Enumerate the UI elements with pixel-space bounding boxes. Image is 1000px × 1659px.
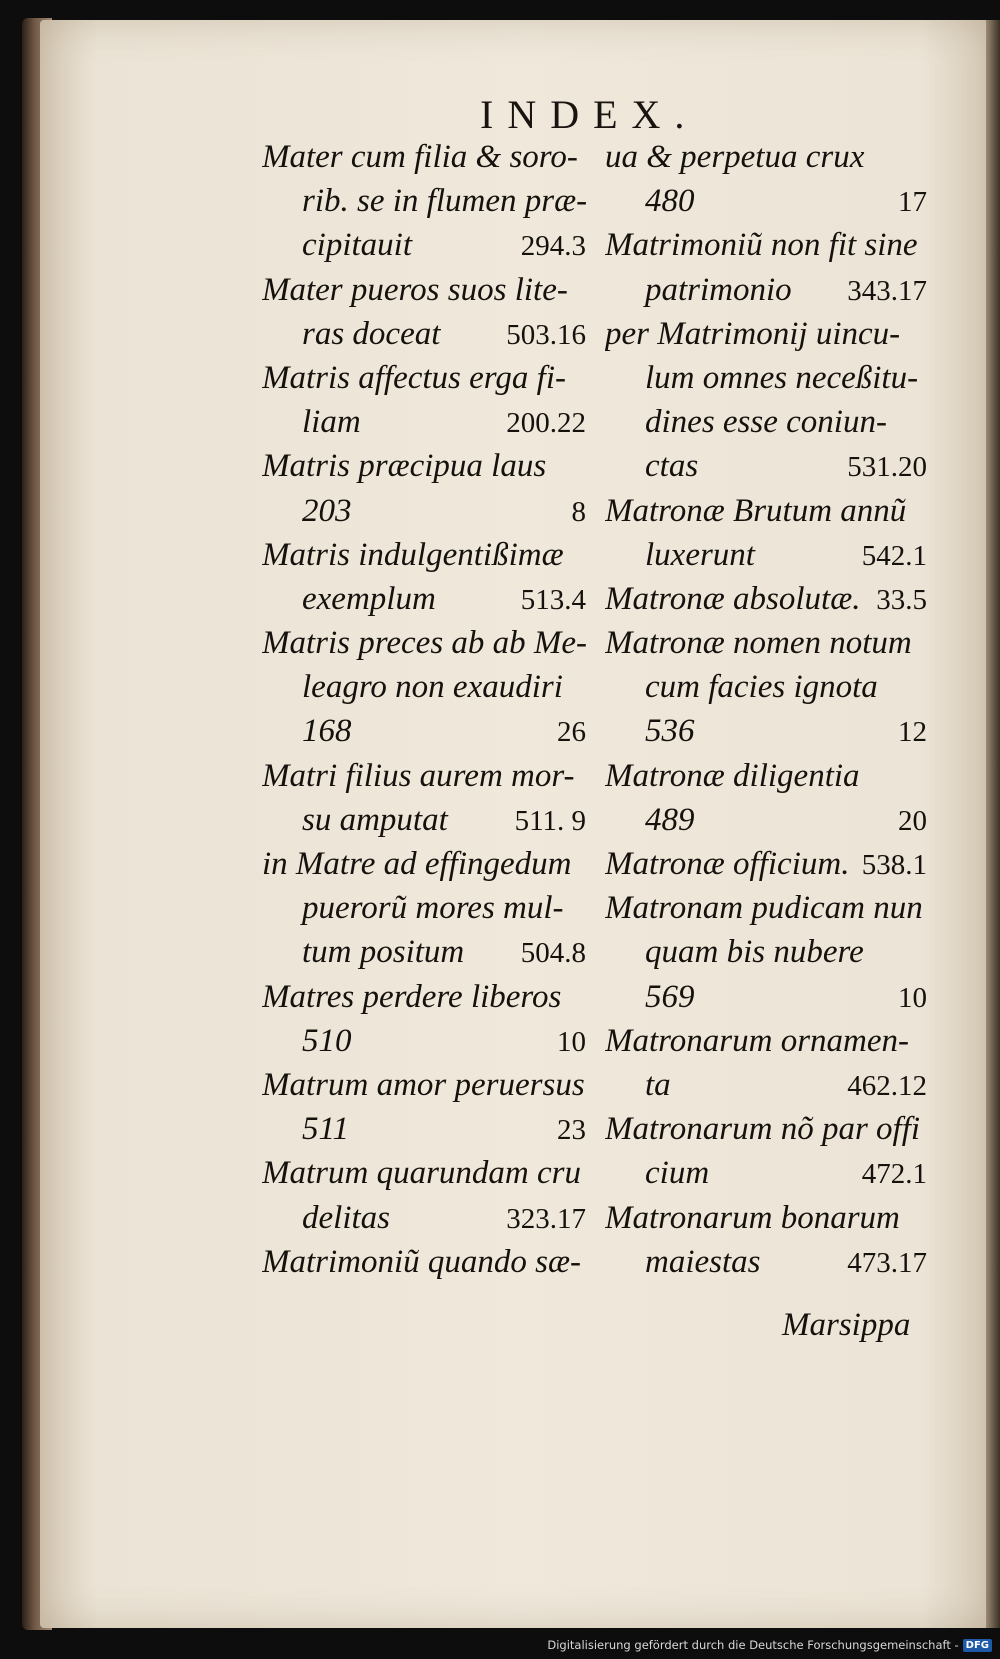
- entry-text: ctas: [645, 448, 699, 485]
- entry-text: Matrum quarundam cru: [262, 1155, 581, 1192]
- index-entry-line: [262, 798, 592, 842]
- entry-text: Matronæ absolutæ.: [605, 580, 861, 617]
- entry-text: rib. se in flumen præ-: [302, 183, 588, 220]
- digitization-footer: [547, 1633, 992, 1657]
- entry-text: Matrum amor peruersus: [262, 1066, 585, 1103]
- page-reference: 504.8: [520, 937, 586, 970]
- entry-text: cium: [645, 1155, 710, 1192]
- index-entry-line: [605, 842, 933, 886]
- entry-text: 203: [302, 492, 352, 529]
- index-entry-line: [262, 444, 592, 488]
- page-reference: 473.17: [847, 1246, 927, 1279]
- index-entry-line: [605, 223, 933, 267]
- page-reference: 33.5: [876, 583, 927, 616]
- entry-text: luxerunt: [645, 536, 755, 573]
- page-reference: 343.17: [847, 274, 927, 307]
- page-reference: 294.3: [520, 230, 586, 263]
- entry-text: Matronæ diligentia: [605, 757, 860, 794]
- index-entry: [605, 312, 933, 489]
- entry-text: Matres perdere liberos: [262, 978, 562, 1015]
- entry-text: ua & perpetua crux: [605, 139, 865, 175]
- index-entry-line: [605, 356, 933, 400]
- index-entry-line: [262, 356, 592, 400]
- entry-text: cipitauit: [302, 227, 412, 264]
- entry-text: 511: [302, 1111, 350, 1148]
- index-entry-line: [605, 312, 933, 356]
- index-entry-line: [605, 1240, 933, 1284]
- index-entry-line: [262, 1240, 592, 1284]
- page-reference: 26: [557, 716, 586, 749]
- entry-text: 510: [302, 1022, 352, 1059]
- index-entry: [605, 754, 933, 842]
- index-entry-line: [262, 577, 592, 621]
- entry-text: Matri filius aurem mor-: [262, 757, 575, 794]
- entry-text: Matris affectus erga fi-: [262, 359, 566, 396]
- entry-text: Matronæ nomen notum: [605, 625, 912, 662]
- index-entry: [262, 533, 592, 621]
- page-reference: 513.4: [520, 583, 586, 616]
- entry-text: Mater pueros suos lite-: [262, 271, 568, 308]
- index-entry-line: [262, 400, 592, 444]
- entry-text: delitas: [302, 1199, 390, 1236]
- index-entry-line: [262, 135, 592, 179]
- page-reference: 462.12: [847, 1069, 927, 1102]
- entry-text: su amputat: [302, 801, 448, 838]
- index-entry-line: [262, 1019, 592, 1063]
- index-entry-line: [262, 1151, 592, 1195]
- index-entry: [605, 577, 933, 621]
- index-entry-line: [262, 621, 592, 665]
- index-entry-line: [262, 1063, 592, 1107]
- page-reference: 511. 9: [514, 804, 586, 837]
- index-entry-line: [605, 886, 933, 930]
- entry-text: dines esse coniun-: [645, 404, 887, 441]
- entry-text: tum positum: [302, 934, 465, 971]
- entry-text: cum facies ignota: [645, 669, 878, 706]
- index-entry: [605, 135, 933, 223]
- index-entry-line: [605, 577, 933, 621]
- index-entry: [262, 268, 592, 356]
- index-entry: [262, 842, 592, 975]
- page-reference: 503.16: [506, 318, 586, 351]
- index-column-right: [605, 135, 933, 1284]
- index-entry-line: [605, 1107, 933, 1151]
- index-entry-line: [262, 709, 592, 753]
- index-entry: [605, 1107, 933, 1195]
- entry-text: quam bis nubere: [645, 934, 864, 971]
- index-column-left: [262, 135, 592, 1284]
- dfg-logo: DFG: [963, 1639, 992, 1652]
- entry-text: 536: [645, 713, 695, 750]
- entry-text: Matris præcipua laus: [262, 448, 547, 485]
- index-entry-line: [605, 798, 933, 842]
- index-entry-line: [605, 1019, 933, 1063]
- entry-text: Mater cum filia & soro-: [262, 139, 578, 175]
- footer-credit: Digitalisierung gefördert durch die Deutsche Forschungsgemeinschaft -: [547, 1638, 959, 1652]
- index-entry-line: [605, 1196, 933, 1240]
- index-entry: [262, 356, 592, 444]
- index-entry: [262, 444, 592, 532]
- index-entry-line: [605, 533, 933, 577]
- index-entry-line: [262, 489, 592, 533]
- entry-text: 569: [645, 978, 695, 1015]
- index-entry-line: [262, 665, 592, 709]
- entry-text: liam: [302, 404, 361, 441]
- index-entry-line: [262, 754, 592, 798]
- page-header-title: INDEX.: [480, 92, 699, 137]
- index-entry-line: [605, 665, 933, 709]
- page-reference: 538.1: [861, 849, 927, 881]
- index-entry-line: [262, 1107, 592, 1151]
- index-entry: [605, 1196, 933, 1284]
- entry-text: Matronarum ornamen-: [605, 1022, 910, 1059]
- entry-text: Matronæ Brutum annũ: [605, 492, 907, 529]
- page-reference: 23: [557, 1114, 586, 1147]
- entry-text: 480: [645, 183, 695, 220]
- index-entry: [262, 621, 592, 754]
- catchword: Marsippa: [782, 1307, 911, 1343]
- index-entry-line: [605, 135, 933, 179]
- entry-text: 489: [645, 801, 695, 838]
- index-entry: [262, 975, 592, 1063]
- index-entry: [262, 1063, 592, 1151]
- index-entry-line: [605, 1151, 933, 1195]
- index-entry: [605, 886, 933, 1019]
- page-reference: 20: [898, 804, 927, 837]
- entry-text: Matronarum nõ par offi: [605, 1111, 921, 1148]
- entry-text: puerorũ mores mul-: [302, 890, 564, 927]
- entry-text: 168: [302, 713, 352, 750]
- index-entry: [262, 754, 592, 842]
- entry-text: maiestas: [645, 1243, 761, 1280]
- entry-text: Matronam pudicam nun: [605, 890, 923, 927]
- index-entry: [605, 223, 933, 311]
- entry-text: Matronæ officium.: [605, 846, 850, 882]
- index-entry-line: [262, 930, 592, 974]
- page-reference: 10: [557, 1025, 586, 1058]
- page-right-edge: [986, 20, 1000, 1628]
- index-entry-line: [605, 754, 933, 798]
- index-entry-line: [262, 1196, 592, 1240]
- index-entry: [262, 1151, 592, 1239]
- index-entry-line: [605, 268, 933, 312]
- page-reference: 17: [898, 186, 927, 219]
- index-entry-line: [605, 1063, 933, 1107]
- index-entry-line: [262, 886, 592, 930]
- page-reference: 10: [898, 981, 927, 1014]
- index-entry: [605, 621, 933, 754]
- index-entry: [262, 1240, 592, 1284]
- index-entry-line: [262, 223, 592, 267]
- page-reference: 8: [571, 495, 586, 528]
- index-entry-line: [605, 400, 933, 444]
- index-entry: [605, 842, 933, 886]
- entry-text: Matrimoniũ non fit sine: [605, 227, 918, 264]
- entry-text: per Matrimonij uincu-: [605, 315, 901, 352]
- index-entry-line: [262, 268, 592, 312]
- entry-text: ras doceat: [302, 315, 441, 352]
- index-entry-line: [605, 179, 933, 223]
- entry-text: in Matre ad effingedum: [262, 846, 572, 882]
- index-entry-line: [605, 930, 933, 974]
- page-reference: 323.17: [506, 1202, 586, 1235]
- page-reference: 200.22: [506, 407, 586, 440]
- entry-text: leagro non exaudiri: [302, 669, 563, 706]
- index-entry-line: [262, 842, 592, 886]
- page-reference: 542.1: [861, 539, 927, 572]
- entry-text: exemplum: [302, 580, 436, 617]
- index-entry-line: [605, 709, 933, 753]
- entry-text: lum omnes neceßitu-: [645, 359, 919, 396]
- page-reference: 12: [898, 716, 927, 749]
- entry-text: ta: [645, 1066, 671, 1103]
- index-entry-line: [262, 975, 592, 1019]
- page-reference: 472.1: [861, 1158, 927, 1191]
- index-entry: [605, 1019, 933, 1107]
- index-entry: [605, 489, 933, 577]
- index-entry: [262, 135, 592, 268]
- index-entry-line: [605, 975, 933, 1019]
- index-entry-line: [605, 444, 933, 488]
- index-entry-line: [605, 489, 933, 533]
- page-reference: 531.20: [847, 451, 927, 484]
- index-entry-line: [262, 312, 592, 356]
- entry-text: Matris preces ab ab Me-: [262, 625, 588, 662]
- entry-text: Matris indulgentißimæ: [262, 536, 564, 573]
- index-entry-line: [262, 179, 592, 223]
- index-entry-line: [605, 621, 933, 665]
- index-entry-line: [262, 533, 592, 577]
- entry-text: Matrimoniũ quando sæ-: [262, 1243, 582, 1280]
- entry-text: patrimonio: [645, 271, 792, 308]
- entry-text: Matronarum bonarum: [605, 1199, 900, 1236]
